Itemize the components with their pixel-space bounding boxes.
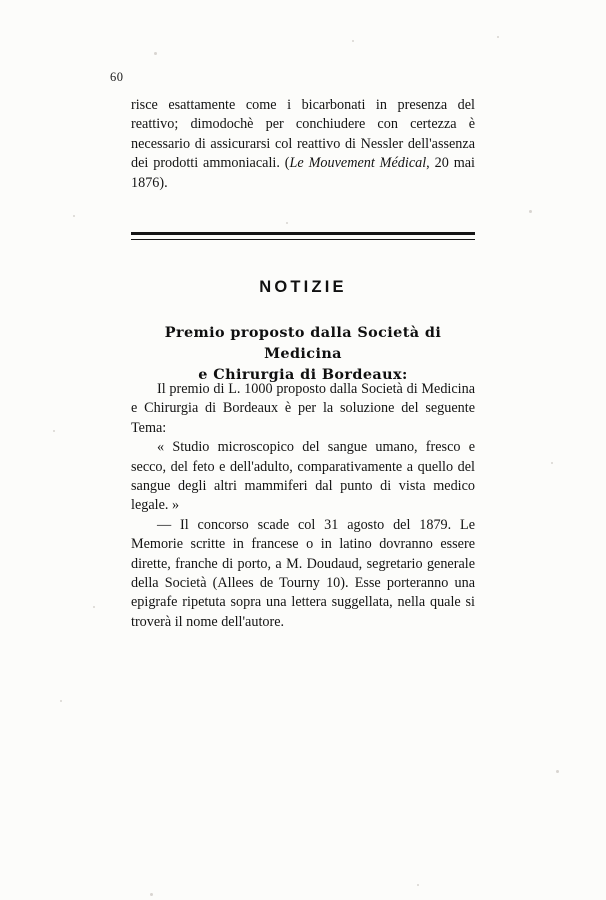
scan-speck [154,52,157,55]
section-divider-thick [131,232,475,235]
scan-speck [150,893,153,896]
body-text-block [131,380,475,632]
scan-speck [73,215,75,217]
scan-speck [286,222,288,224]
body-paragraph-3: — Il concorso scade col 31 agosto del 1879. Le Memorie scritte in francese o in latino dovranno essere dirette, franche di porto, a M. Doudaud, segretario generale della Società (Allees de Tourny 10). Esse porteranno una epigrafe ripetuta sopra una lettera suggellata, nella quale si troverà il nome dell'autore. [131,516,475,630]
scan-speck [93,606,95,608]
scan-speck [556,770,559,773]
scan-speck [417,884,419,886]
page-number: 60 [110,70,124,84]
section-divider-thin [131,239,475,240]
scan-speck [529,210,532,213]
scan-speck [60,700,62,702]
scan-speck [551,462,553,464]
journal-title: Le Mouvement Médical [289,155,427,172]
top-paragraph-text-before: risce esattamente come i bicarbonati in presenza del reattivo; dimodochè per conchiudere con certezza è necessario di assicurarsi col reattivo di Nessler dell'assenza dei prodotti ammoniacali. ( [131,97,475,172]
top-paragraph-block [131,96,475,193]
body-paragraph-2: « Studio microscopico del sangue umano, fresco e secco, del feto e dell'adulto, comparativamente a quello del sangue degli altri mammiferi dal punto di vista medico legale. » [131,439,475,514]
body-paragraph-1: Il premio di L. 1000 proposto dalla Società di Medicina e Chirurgia di Bordeaux è per la soluzione del seguente Tema: [131,381,475,436]
section-heading: NOTIZIE [259,278,347,296]
scan-speck [352,40,354,42]
section-subheading [131,322,475,385]
scan-speck [53,430,55,432]
top-paragraph-text-after: , 20 mai 1876). [131,155,475,191]
section-subheading-line-2: e Chirurgia di Bordeaux: [198,366,408,383]
top-paragraph [131,96,475,193]
section-subheading-line-1: Premio proposto dalla Società di Medicina [164,324,442,362]
scan-speck [497,36,499,38]
